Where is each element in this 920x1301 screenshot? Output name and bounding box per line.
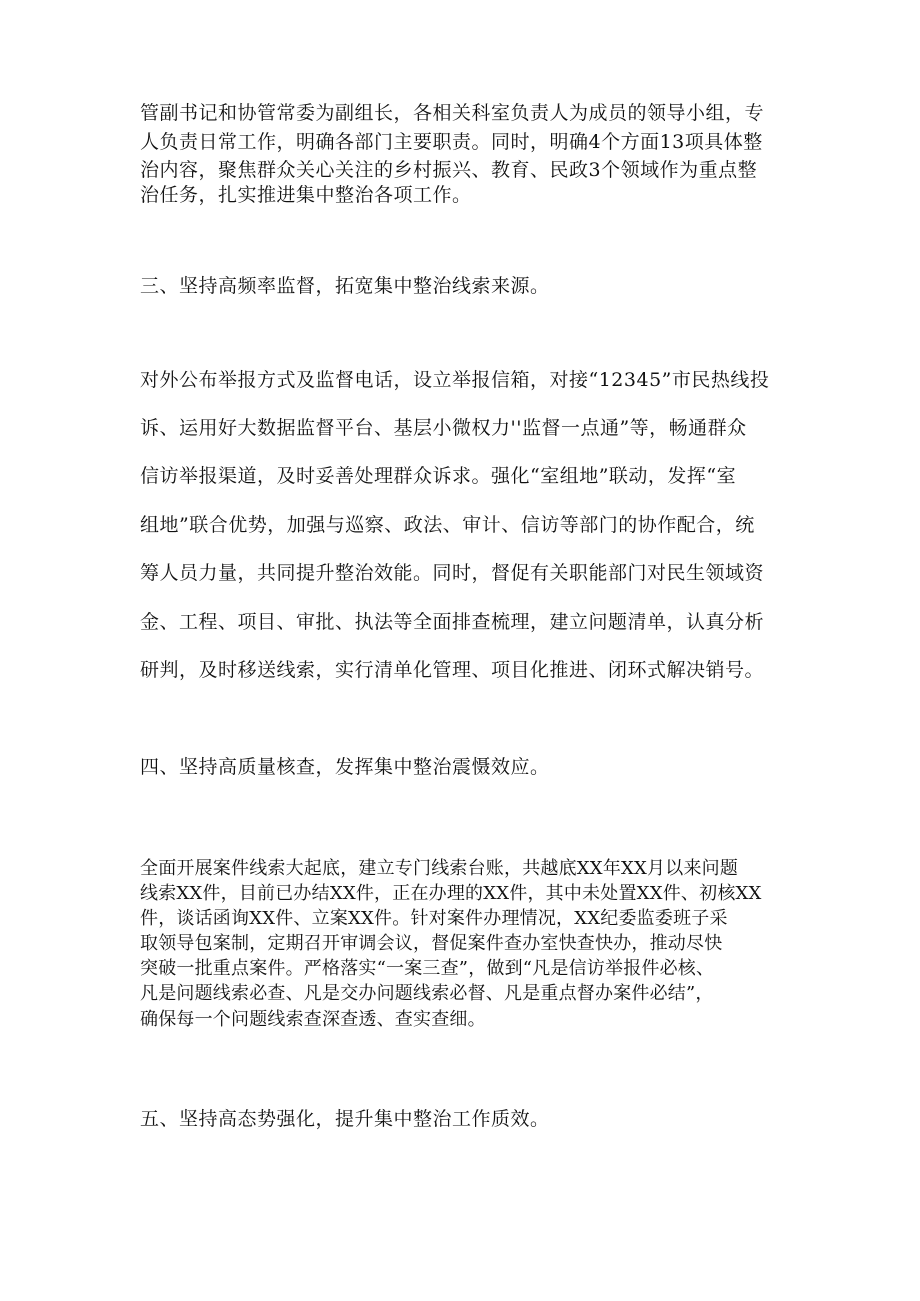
paragraph-line: 件，谈话函询XX件、立案XX件。针对案件办理情况，XX纪委监委班子采 [140,908,728,929]
paragraph-line: 诉、运用好大数据监督平台、基层小微权力''监督一点通”等，畅通群众 [140,417,747,439]
section-heading-4: 四、坚持高质量核查，发挥集中整治震慑效应。 [140,756,550,778]
paragraph-line: 对外公布举报方式及监督电话，设立举报信箱，对接“12345”市民热线投 [140,369,770,391]
paragraph-line: 全面开展案件线索大起底，建立专门线索台账，共越底XX年XX月以来问题 [140,858,739,879]
paragraph-line: 信访举报渠道，及时妥善处理群众诉求。强化“室组地”联动，发挥“室 [140,465,737,487]
section-heading-3: 三、坚持高频率监督，拓宽集中整治线索来源。 [140,275,550,297]
paragraph-line: 人负责日常工作，明确各部门主要职责。同时，明确4个方面13项具体整 [140,131,763,153]
section-heading-5: 五、坚持高态势强化，提升集中整治工作质效。 [140,1108,550,1130]
paragraph-line: 金、工程、项目、审批、执法等全面排查梳理，建立问题清单，认真分析 [140,611,765,633]
paragraph-line: 筹人员力量，共同提升整治效能。同时，督促有关职能部门对民生领域资 [140,562,765,584]
paragraph-line: 确保每一个问题线索查深查透、查实查细。 [140,1009,486,1030]
paragraph-line: 研判，及时移送线索，实行清单化管理、项目化推进、闭环式解决销号。 [140,659,765,681]
paragraph-line: 线索XX件，目前已办结XX件，正在办理的XX件，其中未处置XX件、初核XX [140,883,762,904]
paragraph-line: 管副书记和协管常委为副组长，各相关科室负责人为成员的领导小组，专 [140,102,765,124]
paragraph-line: 突破一批重点案件。严格落实“一案三查”，做到“凡是信访举报件必核、 [140,958,715,979]
paragraph-line: 治任务，扎实推进集中整治各项工作。 [140,184,472,206]
paragraph-line: 治内容，聚焦群众关心关注的乡村振兴、教育、民政3个领域作为重点整 [140,159,758,181]
paragraph-line: 组地”联合优势，加强与巡察、政法、审计、信访等部门的协作配合，统 [140,514,755,536]
paragraph-line: 取领导包案制，定期召开审调会议，督促案件查办室快查快办，推动尽快 [140,933,723,954]
paragraph-line: 凡是问题线索必查、凡是交办问题线索必督、凡是重点督办案件必结”， [140,983,714,1004]
